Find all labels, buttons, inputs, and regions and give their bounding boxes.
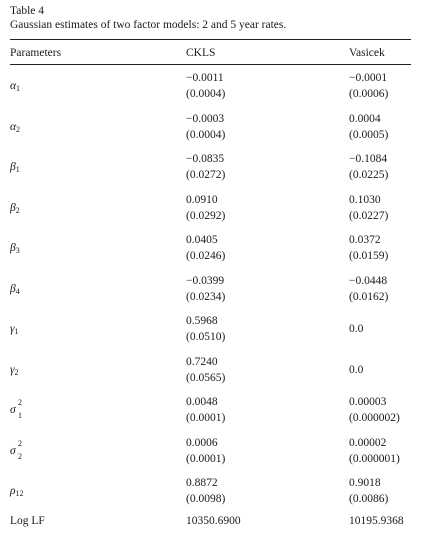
parameter-symbol: $\beta_4$: [10, 283, 20, 296]
vasicek-estimate: 0.0: [349, 323, 364, 335]
parameter-symbol: [10, 439, 22, 461]
parameter-symbol: $\beta_2$: [10, 202, 20, 215]
parameter-symbol: $\rho_{12}$: [10, 485, 24, 498]
table-label: Table 4: [10, 5, 45, 17]
vasicek-estimate: 0.00003: [349, 396, 387, 408]
vasicek-std-error: (0.0159): [349, 250, 389, 262]
table-title: Gaussian estimates of two factor models: 2 and 5 year rates.: [10, 19, 287, 31]
loglf-label: Log LF: [10, 515, 45, 527]
vasicek-estimate: −0.0001: [349, 72, 388, 84]
loglf-vasicek: 10195.9368: [349, 515, 404, 527]
ckls-std-error: (0.0292): [186, 210, 226, 222]
header-vasicek: Vasicek: [349, 47, 385, 59]
ckls-estimate: 0.0405: [186, 234, 218, 246]
ckls-std-error: (0.0234): [186, 291, 226, 303]
parameter-symbol: $\beta_3$: [10, 242, 20, 255]
ckls-estimate: 0.5968: [186, 315, 218, 327]
subscript: 2: [14, 368, 19, 377]
subscript: 2: [18, 452, 22, 461]
vasicek-estimate: 0.9018: [349, 477, 381, 489]
vasicek-std-error: (0.0006): [349, 88, 389, 100]
parameter-symbol: $\alpha_1$: [10, 80, 21, 93]
subscript: 2: [15, 206, 20, 215]
ckls-std-error: (0.0001): [186, 412, 226, 424]
ckls-std-error: (0.0004): [186, 129, 226, 141]
sigma-symbol: σ 2 1: [10, 402, 16, 418]
superscript: 2: [18, 439, 22, 448]
header-rule: [10, 64, 411, 65]
header-ckls: CKLS: [186, 47, 216, 59]
table-caption: [10, 4, 286, 32]
parameter-symbol: $\gamma_1$: [10, 323, 19, 336]
subscript: 1: [18, 411, 22, 420]
vasicek-std-error: (0.0086): [349, 493, 389, 505]
ckls-estimate: −0.0003: [186, 113, 225, 125]
parameter-symbol: $\gamma_2$: [10, 364, 19, 377]
subscript: 2: [16, 125, 21, 134]
vasicek-std-error: (0.0005): [349, 129, 389, 141]
parameter-symbol: $\alpha_2$: [10, 121, 21, 134]
superscript: 2: [18, 398, 22, 407]
loglf-ckls: 10350.6900: [186, 515, 241, 527]
vasicek-std-error: (0.000002): [349, 412, 400, 424]
vasicek-std-error: (0.0162): [349, 291, 389, 303]
subscript: 1: [16, 84, 21, 93]
sigma-symbol: σ 2 2: [10, 443, 16, 459]
top-rule: [10, 39, 411, 40]
parameter-symbol: $\beta_1$: [10, 161, 20, 174]
ckls-estimate: −0.0835: [186, 153, 225, 165]
parameter-symbol: [10, 398, 22, 420]
ckls-estimate: 0.0048: [186, 396, 218, 408]
vasicek-std-error: (0.000001): [349, 453, 400, 465]
vasicek-estimate: 0.0004: [349, 113, 381, 125]
vasicek-std-error: (0.0225): [349, 169, 389, 181]
ckls-estimate: −0.0399: [186, 275, 225, 287]
ckls-std-error: (0.0004): [186, 88, 226, 100]
ckls-std-error: (0.0565): [186, 372, 226, 384]
ckls-std-error: (0.0246): [186, 250, 226, 262]
vasicek-estimate: 0.1030: [349, 194, 381, 206]
ckls-std-error: (0.0098): [186, 493, 226, 505]
header-parameters: Parameters: [10, 47, 62, 59]
subscript: 3: [15, 246, 20, 255]
subscript: 1: [14, 327, 19, 336]
ckls-estimate: 0.0006: [186, 437, 218, 449]
ckls-estimate: 0.7240: [186, 356, 218, 368]
vasicek-estimate: 0.00002: [349, 437, 387, 449]
ckls-std-error: (0.0001): [186, 453, 226, 465]
subscript: 4: [15, 287, 20, 296]
vasicek-estimate: 0.0372: [349, 234, 381, 246]
vasicek-std-error: (0.0227): [349, 210, 389, 222]
ckls-std-error: (0.0272): [186, 169, 226, 181]
ckls-estimate: 0.0910: [186, 194, 218, 206]
ckls-estimate: 0.8872: [186, 477, 218, 489]
vasicek-estimate: 0.0: [349, 364, 364, 376]
ckls-estimate: −0.0011: [186, 72, 224, 84]
vasicek-estimate: −0.1084: [349, 153, 388, 165]
vasicek-estimate: −0.0448: [349, 275, 388, 287]
subscript: 1: [15, 165, 20, 174]
ckls-std-error: (0.0510): [186, 331, 226, 343]
subscript: 12: [15, 489, 24, 498]
